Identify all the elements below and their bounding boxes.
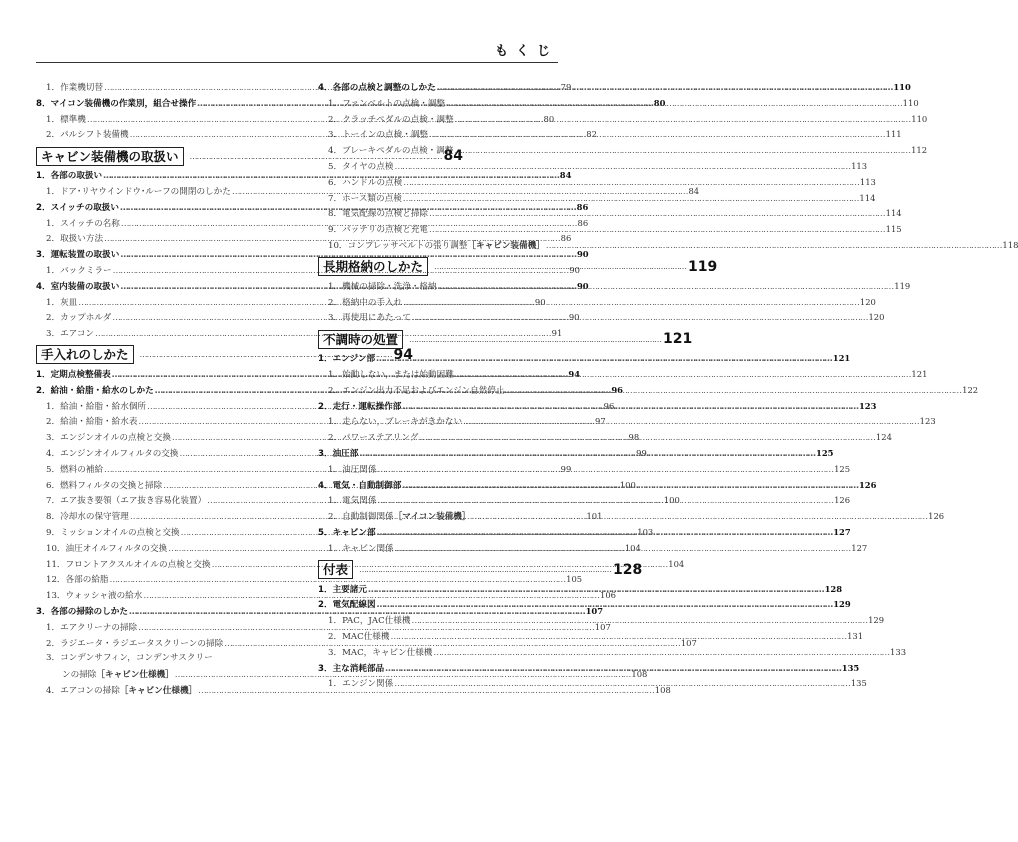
leader-dots [376, 352, 832, 368]
page-number: 129 [868, 615, 885, 626]
page-number: 128 [824, 583, 843, 594]
entry-number: 3． [318, 663, 333, 674]
entry-number: 2． [36, 385, 51, 396]
entry-number: 2． [46, 313, 61, 324]
page-number: 121 [911, 368, 928, 379]
entry-title: エアクリーナの掃除 [60, 622, 138, 633]
leader-dots [402, 479, 858, 495]
entry-number: 3． [328, 130, 343, 141]
leader-dots [394, 677, 850, 693]
entry-title: 各部の点検と調整のしかた [332, 83, 436, 93]
page-number: 119 [688, 258, 718, 275]
entry-title: ホース類の点検 [342, 193, 402, 204]
page-number: 120 [859, 296, 876, 307]
entry-number: 3． [328, 313, 343, 324]
page-number: 84 [688, 185, 700, 196]
toc-item-entry[interactable] [318, 112, 928, 128]
section-title: 不調時の処置 [318, 330, 403, 349]
entry-spec-tag: ［キャビン装備機］ [467, 240, 545, 251]
entry-title: 格納中の手入れ [342, 297, 403, 308]
entry-number: 2． [328, 385, 343, 396]
entry-number: 1． [46, 218, 61, 229]
entry-number: 1． [36, 369, 51, 380]
entry-number: 4． [36, 281, 51, 292]
entry-title: 各部の取扱い [50, 171, 103, 182]
entry-title: ハンドルの点検 [342, 177, 403, 188]
entry-number: 10． [328, 240, 348, 251]
entry-title: 冷却水の保守管理 [60, 512, 129, 523]
leader-dots [506, 384, 962, 400]
leader-dots [359, 447, 815, 463]
entry-title: ンの掃除 [62, 670, 97, 681]
page-number: 104 [668, 558, 685, 569]
page-number: 79 [560, 82, 572, 92]
page-number: 111 [885, 129, 902, 140]
page-number: 126 [834, 495, 851, 506]
leader-dots [429, 223, 885, 239]
entry-title: 給油・給脂・給水のしかた [50, 385, 154, 396]
leader-dots [403, 296, 859, 312]
entry-number: 1． [318, 354, 333, 365]
page-number: 105 [566, 574, 583, 585]
page-number: 86 [577, 217, 589, 228]
entry-title: エア抜き要領（エア抜き容易化装置） [60, 496, 207, 507]
leader-dots [438, 280, 894, 296]
entry-title: カップホルダ [60, 313, 112, 324]
entry-number: 1． [328, 98, 343, 109]
page-number: 107 [680, 637, 697, 648]
entry-number: 3． [36, 606, 51, 617]
entry-number: 1． [46, 265, 61, 276]
page-number: 86 [560, 233, 572, 244]
entry-title: 自動制御関係 [342, 512, 394, 523]
entry-title: エアコン [60, 329, 95, 340]
page-number: 128 [613, 561, 643, 578]
entry-number: 2． [328, 297, 343, 308]
leader-dots [412, 311, 868, 327]
entry-number: 3． [318, 448, 333, 459]
entry-number: 2． [46, 638, 61, 649]
entry-spec-tag: ［キャビン仕様機］ [96, 670, 174, 681]
page-number: 125 [816, 447, 834, 458]
entry-title: 主な消耗部品 [332, 663, 385, 674]
page-number: 82 [586, 129, 597, 140]
entry-title: エアコンの掃除 [60, 685, 120, 696]
leader-dots [434, 262, 686, 271]
toc-item-entry[interactable] [36, 572, 583, 588]
page-number: 123 [858, 400, 877, 411]
entry-title: エンジン関係 [342, 679, 394, 690]
entry-title: 機械の掃除・洗浄・格納 [342, 281, 437, 292]
entry-title: マイコン装備機の作業別，組合せ操作 [50, 98, 197, 109]
entry-number: 1． [328, 417, 343, 428]
page-number: 118 [1002, 239, 1018, 250]
page-number: 133 [890, 646, 907, 657]
entry-number: 11． [46, 559, 66, 570]
leader-dots [433, 646, 889, 662]
page-number: 108 [631, 669, 648, 680]
leader-dots [403, 176, 859, 192]
page-number: 121 [663, 331, 693, 348]
entry-number: 9． [328, 225, 343, 236]
entry-number: 1． [46, 186, 61, 197]
entry-number: 1． [328, 369, 343, 380]
entry-title: エンジンオイルフィルタの交換 [60, 448, 179, 459]
page-number: 127 [833, 526, 851, 537]
entry-number: 2． [328, 512, 343, 523]
page-number: 119 [894, 280, 911, 291]
entry-number: 3． [328, 647, 343, 658]
page-number: 121 [832, 353, 851, 364]
entry-title: コンプレッサベルトの張り調整 [347, 240, 468, 251]
entry-title: ブレーキペダルの点検・調整 [342, 146, 454, 157]
entry-title: 電気関係 [342, 496, 377, 507]
page-number: 124 [875, 432, 892, 443]
page-number: 103 [637, 526, 654, 537]
entry-title: エンジンオイルの点検と交換 [60, 433, 171, 444]
page-number: 98 [628, 432, 640, 443]
leader-dots [377, 598, 833, 614]
entry-title: 各部の掃除のしかた [50, 606, 128, 617]
entry-spec-tag: ［キャビン仕様機］ [119, 685, 198, 696]
entry-title: MAC，キャビン仕様機 [342, 647, 433, 658]
leader-dots [419, 431, 875, 447]
entry-number: 5． [328, 161, 343, 172]
entry-title: 定期点検整備表 [50, 369, 111, 380]
entry-title: スイッチの名称 [60, 218, 120, 229]
page-number: 90 [568, 312, 580, 323]
page-number: 126 [858, 479, 877, 490]
page-number: 80 [543, 113, 555, 124]
page-number: 104 [624, 542, 641, 553]
toc-item-entry[interactable] [36, 651, 276, 667]
page-number: 101 [586, 511, 603, 522]
page-number: 129 [833, 599, 851, 610]
leader-dots [394, 160, 850, 176]
page-number: 107 [585, 605, 604, 616]
page-number: 90 [576, 249, 589, 260]
entry-number: 1． [328, 616, 343, 627]
entry-number: 5． [318, 527, 333, 538]
entry-number: 3． [46, 329, 61, 340]
page-number: 86 [576, 201, 589, 212]
section-title: 手入れのしかた [36, 345, 134, 364]
section-title: キャビン装備機の取扱い [36, 147, 184, 166]
entry-title: MAC仕様機 [342, 631, 390, 642]
entry-number: 1． [46, 83, 61, 93]
entry-title: ドア･リヤウインドウ･ルーフの開閉のしかた [60, 186, 231, 197]
page-number: 97 [595, 416, 606, 427]
entry-title: タイヤの点検 [342, 161, 394, 172]
entry-title: 電気配線図 [332, 600, 376, 611]
page-number: 110 [893, 82, 911, 92]
entry-title: バッテリの点検と充電 [342, 225, 429, 236]
leader-dots [395, 542, 851, 558]
leader-dots [409, 335, 661, 344]
leader-dots [437, 81, 893, 97]
leader-dots [411, 614, 867, 630]
entry-title: トーインの点検・調整 [342, 130, 429, 141]
entry-title: コンデンサフィン，コンデンサスクリー [60, 653, 213, 664]
page-number: 107 [594, 621, 611, 632]
entry-number: 12． [46, 575, 66, 586]
entry-title: ミッションオイルの点検と交換 [60, 527, 180, 538]
leader-dots [429, 207, 885, 223]
entry-title: 各部の給脂 [65, 575, 109, 586]
entry-number: 4． [46, 685, 61, 696]
leader-dots [377, 463, 833, 479]
toc-item-entry[interactable] [318, 159, 868, 175]
leader-dots [390, 630, 846, 646]
entry-number: 1． [46, 622, 61, 633]
entry-title: 室内装備の取扱い [50, 281, 120, 292]
entry-number: 2． [328, 631, 343, 642]
leader-dots [455, 113, 911, 129]
entry-title: ラジエータ・ラジエータスクリーンの掃除 [60, 638, 224, 649]
page-number: 84 [559, 170, 572, 181]
entry-number: 1． [46, 114, 61, 125]
entry-title: 油圧関係 [342, 464, 377, 475]
entry-number: 1． [318, 584, 333, 595]
page-number: 90 [534, 296, 546, 307]
page-number: 112 [911, 145, 928, 156]
entry-number: 1． [328, 496, 343, 507]
entry-number: 3． [46, 433, 61, 444]
entry-title: 給油・給脂・給水表 [60, 417, 138, 428]
toc-item-entry[interactable] [318, 295, 876, 311]
entry-number: 4． [328, 146, 343, 157]
entry-number: 4． [318, 83, 333, 93]
entry-title: 作業機切替 [60, 83, 104, 93]
entry-number: 4． [318, 480, 333, 491]
page-number: 100 [619, 479, 636, 490]
entry-number: 2． [328, 114, 343, 125]
entry-number: 1． [46, 401, 61, 412]
entry-number: 2． [328, 433, 343, 444]
page-number: 115 [885, 224, 902, 235]
page-number: 135 [850, 678, 867, 689]
entry-number: 2． [46, 234, 61, 245]
entry-spec-tag: ［マイコン装備機］ [393, 512, 471, 523]
entry-number: 1． [328, 679, 343, 690]
entry-number: 2． [318, 600, 333, 611]
leader-dots [377, 526, 833, 542]
leader-dots [385, 662, 841, 678]
entry-number: 13． [46, 591, 66, 602]
entry-title: ファンベルトの点検・調整 [342, 98, 446, 109]
page-number: 90 [576, 280, 589, 291]
entry-number: 7． [46, 496, 61, 507]
page-number: 80 [653, 97, 666, 108]
leader-dots [359, 565, 611, 574]
entry-number: 7． [328, 193, 343, 204]
toc-chapter-entry[interactable] [318, 351, 851, 367]
entry-number: 1． [328, 543, 343, 554]
entry-title: 電気・自動制御部 [332, 480, 402, 491]
entry-number: 8． [36, 98, 51, 109]
leader-dots [455, 368, 911, 384]
page-number: 110 [911, 113, 928, 124]
leader-dots [368, 583, 824, 599]
entry-title: バックミラー [60, 265, 112, 276]
page-header-title: もくじ [494, 44, 558, 59]
entry-title: 取扱い方法 [60, 234, 104, 245]
page-number: 108 [654, 684, 671, 695]
entry-title: 運転装置の取扱い [50, 250, 120, 261]
page-number: 106 [600, 590, 616, 601]
entry-number: 3． [36, 250, 51, 261]
page-number: 113 [851, 160, 868, 171]
page-number: 91 [551, 328, 563, 339]
page-number: 123 [919, 416, 936, 427]
page-number: 96 [603, 400, 615, 411]
entry-title: キャビン関係 [342, 543, 394, 554]
entry-number: 2． [46, 417, 61, 428]
entry-title: パワーステアリング [342, 433, 419, 444]
page-number: 99 [560, 463, 572, 474]
entry-number: 9． [46, 527, 61, 538]
entry-title: 給油・給脂・給水個所 [60, 401, 147, 412]
entry-number: 2． [36, 202, 51, 213]
page-number: 94 [568, 368, 581, 379]
entry-title: 電気配線の点検と掃除 [342, 209, 429, 220]
entry-number: 4． [46, 448, 61, 459]
leader-dots [402, 400, 858, 416]
entry-title: 燃料の補給 [60, 464, 104, 475]
entry-title: 燃料フィルタの交換と掃除 [60, 480, 163, 491]
entry-title: 主要諸元 [332, 584, 367, 595]
entry-number: 1． [36, 171, 51, 182]
page-number: 120 [868, 312, 885, 323]
entry-number: 8． [46, 512, 61, 523]
entry-number: 1． [328, 464, 343, 475]
page-number: 94 [393, 346, 413, 363]
entry-number: 6． [46, 480, 61, 491]
page-number: 110 [902, 97, 919, 108]
entry-title: キャビン部 [332, 527, 376, 538]
entry-title: クラッチペダルの点検・調整 [342, 114, 454, 125]
toc-item-entry[interactable] [318, 645, 907, 661]
entry-title: 油圧部 [332, 448, 359, 459]
entry-title: ウォッシャ液の給水 [65, 591, 143, 602]
leader-dots [403, 192, 859, 208]
entry-number: 6． [328, 177, 343, 188]
section-title: 長期格納のしかた [318, 257, 428, 276]
entry-title: PAC，JAC仕様機 [342, 616, 411, 627]
page-number: 125 [834, 463, 851, 474]
leader-dots [446, 97, 902, 113]
page-number: 127 [851, 542, 868, 553]
entry-number: 3． [46, 653, 61, 664]
page-number: 99 [636, 447, 647, 458]
leader-dots [471, 510, 927, 526]
entry-title: 標準機 [60, 114, 86, 125]
page-number: 114 [885, 208, 902, 219]
leader-dots [429, 128, 885, 144]
entry-number: 2． [46, 130, 61, 141]
entry-title: パルシフト装備機 [60, 130, 129, 141]
page-number: 90 [569, 264, 580, 275]
entry-title: 走行・運転操作部 [332, 401, 402, 412]
page-number: 114 [859, 192, 876, 203]
entry-title: 灰皿 [60, 297, 78, 308]
page-number: 122 [962, 384, 979, 395]
leader-dots [377, 494, 833, 510]
entry-title: 油圧オイルフィルタの交換 [65, 543, 168, 554]
entry-title: エンジン出力不足およびエンジン自然停止 [342, 385, 505, 396]
leader-dots [546, 239, 1002, 255]
page-number: 131 [847, 630, 864, 641]
leader-dots [463, 415, 919, 431]
entry-number: 2． [318, 401, 333, 412]
page-number: 135 [841, 662, 860, 673]
section-title: 付表 [318, 560, 353, 579]
leader-dots [454, 144, 910, 160]
entry-number: 1． [328, 281, 343, 292]
toc-item-entry[interactable] [318, 143, 928, 159]
entry-title: エンジン部 [332, 354, 376, 365]
page-number: 84 [443, 148, 463, 165]
entry-title: 始動しない，または始動困難 [342, 369, 454, 380]
entry-title: 再使用にあたって [342, 313, 411, 324]
page-number: 96 [611, 384, 623, 395]
entry-number: 8． [328, 209, 343, 220]
page-number: 126 [928, 511, 945, 522]
entry-title: フロントアクスルオイルの点検と交換 [65, 559, 211, 570]
page-number: 113 [859, 176, 876, 187]
entry-number: 5． [46, 464, 61, 475]
page-number: 100 [663, 495, 680, 506]
entry-number: 1． [46, 297, 61, 308]
entry-number: 10． [46, 543, 66, 554]
entry-title: スイッチの取扱い [50, 202, 119, 213]
entry-title: 走らない，ブレーキがきかない [342, 417, 463, 428]
toc-chapter-entry[interactable] [36, 247, 589, 263]
header-rule [36, 62, 558, 63]
